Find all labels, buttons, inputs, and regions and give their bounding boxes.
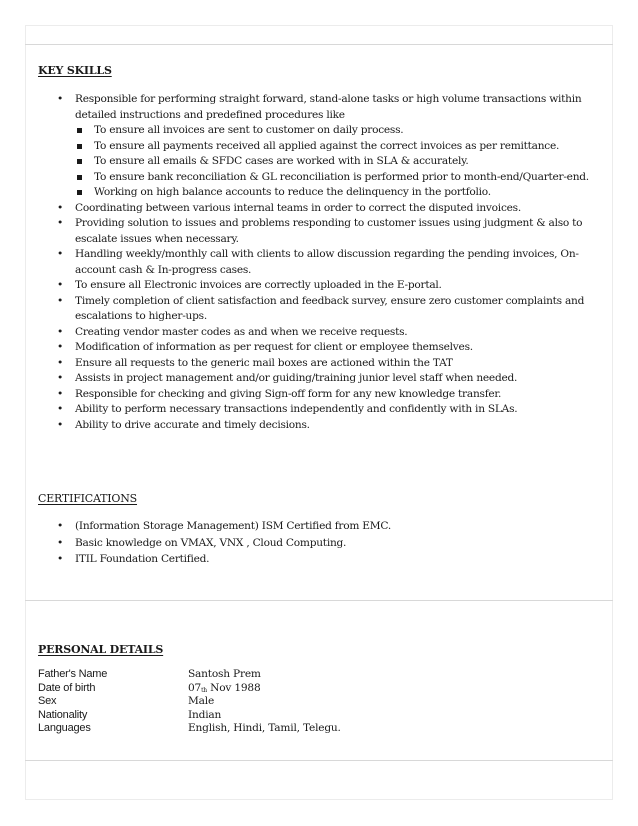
- certifications-heading: CERTIFICATIONS: [38, 492, 138, 505]
- skill-item: • Providing solution to issues and problems responding to customer issues using judgment & also to escalate issues when necessary.: [38, 216, 606, 247]
- detail-row-languages: [38, 722, 341, 736]
- certification-item: • Basic knowledge on VMAX, VNX , Cloud Computing.: [38, 535, 606, 552]
- skill-sublist: [75, 123, 606, 201]
- detail-label: Date of birth: [38, 681, 96, 694]
- detail-value: [188, 682, 261, 696]
- bottom-divider: [25, 760, 613, 761]
- skill-item-text: Responsible for performing straight forward, stand-alone tasks or high volume transactions within detailed instructions and predefined procedures like: [75, 93, 582, 121]
- detail-value: Indian: [188, 708, 222, 721]
- skill-subitem: Working on high balance accounts to reduce the delinquency in the portfolio.: [75, 185, 606, 201]
- skill-item: • Creating vendor master codes as and when we receive requests.: [38, 325, 606, 341]
- dob-rest: Nov 1988: [206, 681, 261, 694]
- key-skills-heading: KEY SKILLS: [38, 64, 112, 77]
- detail-value: Santosh Prem: [188, 668, 261, 680]
- certification-item: • (Information Storage Management) ISM Certified from EMC.: [38, 518, 606, 535]
- skill-subitem: To ensure all emails & SFDC cases are worked with in SLA & accurately.: [75, 154, 606, 170]
- personal-details-table: [38, 668, 341, 736]
- middle-divider: [25, 600, 613, 601]
- skill-item: • Ensure all requests to the generic mail boxes are actioned within the TAT: [38, 356, 606, 372]
- detail-row-sex: [38, 695, 341, 709]
- skill-item: • Coordinating between various internal teams in order to correct the disputed invoices.: [38, 201, 606, 217]
- dob-ordinal: th: [201, 686, 207, 694]
- skill-item: • Handling weekly/monthly call with clients to allow discussion regarding the pending invoices, On-account cash & In-progress cases.: [38, 247, 606, 278]
- skill-subitem: To ensure all payments received all applied against the correct invoices as per remittance.: [75, 139, 606, 155]
- detail-label: Father's Name: [38, 668, 108, 680]
- skill-item: [38, 92, 606, 201]
- certifications-list: [38, 518, 606, 568]
- detail-label: Nationality: [38, 708, 88, 721]
- skill-item: • To ensure all Electronic invoices are correctly uploaded in the E-portal.: [38, 278, 606, 294]
- detail-row-date-of-birth: [38, 682, 341, 696]
- personal-details-heading: PERSONAL DETAILS: [38, 643, 164, 656]
- certification-item: • ITIL Foundation Certified.: [38, 551, 606, 568]
- key-skills-list: [38, 92, 606, 433]
- skill-item: • Timely completion of client satisfaction and feedback survey, ensure zero customer complaints and escalations to higher-ups.: [38, 294, 606, 325]
- detail-row-nationality: [38, 709, 341, 723]
- detail-label: Sex: [38, 695, 57, 707]
- skill-subitem: To ensure bank reconciliation & GL reconciliation is performed prior to month-end/Quarter-end.: [75, 170, 606, 186]
- detail-label: Languages: [38, 722, 91, 734]
- detail-row-fathers-name: [38, 668, 341, 682]
- skill-item: • Ability to drive accurate and timely decisions.: [38, 418, 606, 434]
- detail-value: English, Hindi, Tamil, Telegu.: [188, 722, 341, 734]
- dob-day: 07: [188, 681, 202, 694]
- skill-item: • Ability to perform necessary transactions independently and confidently with in SLAs.: [38, 402, 606, 418]
- skill-item: • Assists in project management and/or guiding/training junior level staff when needed.: [38, 371, 606, 387]
- skill-item: • Responsible for checking and giving Sign-off form for any new knowledge transfer.: [38, 387, 606, 403]
- detail-value: Male: [188, 695, 215, 707]
- skill-item: • Modification of information as per request for client or employee themselves.: [38, 340, 606, 356]
- top-divider: [25, 44, 613, 45]
- skill-subitem: To ensure all invoices are sent to customer on daily process.: [75, 123, 606, 139]
